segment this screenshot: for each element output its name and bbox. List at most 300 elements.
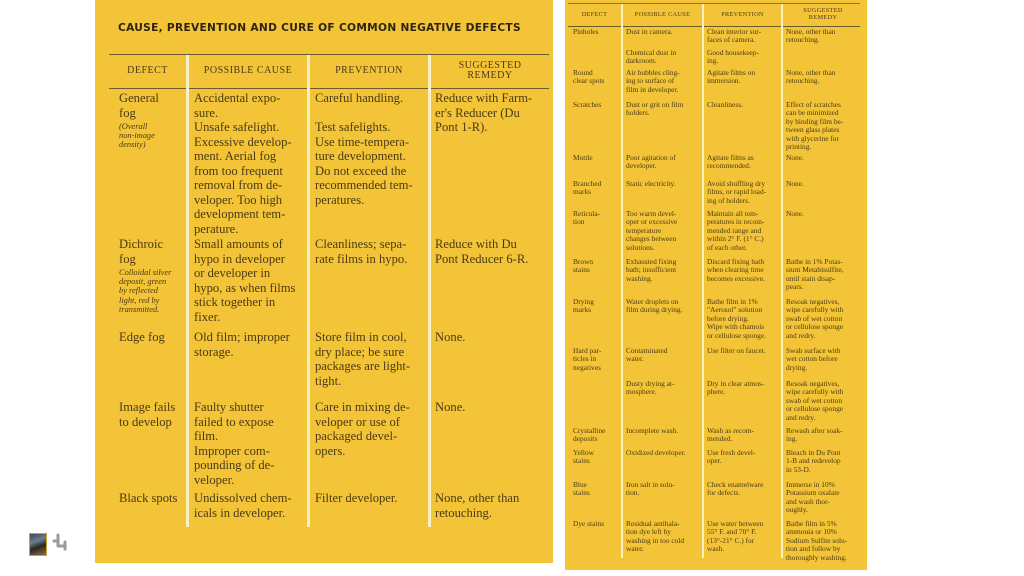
column-divider [702,4,704,558]
remedy-cell [786,258,862,292]
cause-cell-line: pounding of de- [194,458,275,472]
defect-note [119,122,187,150]
prevention-cell-line: Use filter on faucet. [707,346,766,355]
prevention-cell-line: packaged devel- [315,429,398,443]
remedy-cell-line: Resoak negatives, [786,379,840,388]
prevention-cell-line: (13°-21° C.) for [707,535,755,545]
cause-cell-line: Incomplete wash. [626,426,679,435]
remedy-cell-line: or cellulose sponge [786,322,844,332]
defect-cell [573,210,621,227]
cause-cell-line: Static electricity. [626,179,676,188]
prevention-cell [707,154,781,171]
defect-cell-line: Mottle [573,153,593,162]
remedy-cell-line: by binding film be- [786,116,844,126]
cause-cell [626,101,701,118]
defect-cell [573,69,621,86]
cause-cell-line: water. [626,544,644,554]
cause-cell-line: veloper. [194,472,235,487]
cause-cell [626,520,701,554]
prevention-cell-line [315,106,427,121]
prevention-cell [315,400,427,458]
prevention-cell-line: for defects. [707,488,741,498]
remedy-cell-line: retouching. [786,76,820,86]
prevention-cell-line: ture development. [315,149,406,163]
prevention-cell [707,28,781,45]
cause-cell [194,400,304,487]
prevention-cell [315,491,427,506]
remedy-cell [435,330,549,345]
cause-cell-line: Poor agitation of [626,153,676,162]
prevention-cell-line: phere. [707,387,726,397]
cause-cell-line: Undissolved chem- [194,491,292,505]
cause-cell-line: Dust in camera. [626,27,673,36]
prevention-cell-line: Filter developer. [315,491,398,505]
remedy-cell-line: er's Reducer (Du [435,105,520,120]
cause-cell-line: removal from de- [194,178,283,192]
prevention-cell-line: Agitate films as [707,153,754,162]
defect-cell [573,28,621,36]
remedy-cell-line: ing. [786,434,798,444]
cause-cell-line: tion dye left by [626,527,671,537]
page-title: CAUSE, PREVENTION AND CURE OF COMMON NEGATIVE DEFECTS [118,22,521,34]
prevention-cell-line: Use time-tempera- [315,134,410,149]
cause-cell-line: fixer. [194,309,221,324]
remedy-cell [786,210,862,218]
cause-cell-line: development tem- [194,207,286,221]
prevention-cell-line: Agitate films on [707,68,756,77]
remedy-cell-line: with glycerine for [786,133,839,143]
header-bottom-rule [109,88,549,89]
cause-cell-line: hypo, as when films [194,280,296,295]
prevention-cell [707,427,781,444]
remedy-cell [786,298,862,340]
defect-cell-line: stains [573,488,590,498]
defect-cell-line: General [119,91,159,105]
cause-cell-line: Dust or grit on film [626,100,684,109]
cause-cell-line: temperature [626,225,662,235]
remedy-cell [786,69,862,86]
cause-cell-line: storage. [194,344,234,359]
remedy-cell-line: tion and follow by [786,544,841,554]
prevention-cell [315,330,427,388]
remedy-cell-line: Bleach in Du Pont [786,448,841,457]
prevention-cell [315,237,427,266]
defect-cell [119,400,185,429]
remedy-cell-line: Bathe film in 5% [786,519,837,528]
remedy-cell-line: Immerse in 10% [786,480,835,489]
header-top-rule [568,3,860,4]
remedy-cell-line: Pont Reducer 6-R. [435,251,529,266]
prevention-cell-line: Cleanliness. [707,100,743,109]
header-possible-cause: POSSIBLE CAUSE [203,65,293,76]
prevention-cell-line: peratures in recom- [707,217,765,227]
prevention-cell-line: oper. [707,456,722,466]
cause-cell [626,49,701,66]
prevention-cell-line: 55° F. and 70° F. [707,527,757,537]
remedy-cell-line: can be minimized [786,108,839,118]
defect-cell [119,91,185,120]
cause-cell [626,180,701,188]
defect-cell-line: Drying [573,297,594,306]
prevention-cell-line: Care in mixing de- [315,400,410,414]
prevention-cell-line: ing. [707,56,719,66]
header-suggested: SUGGESTED [803,7,843,14]
prevention-cell-line: Use water between [707,519,764,528]
remedy-cell-line: oughly. [786,505,808,515]
cause-cell-line: Air bubbles cling- [626,68,680,77]
cause-cell-line: Dusty drying at- [626,379,675,388]
defect-cell [119,330,185,345]
defect-note-line: light, red by [119,295,160,305]
prevention-cell-line: "Aerosol" solution [707,305,763,315]
cause-cell-line: ing to surface of [626,76,675,86]
defect-note-line: non-image [119,131,155,141]
remedy-cell [786,180,862,188]
defect-cell-line: Dichroic [119,237,164,251]
column-divider [428,55,431,527]
prevention-cell-line: Bathe film in 1% [707,297,758,306]
cause-cell-line: or developer in [194,266,271,280]
defect-cell [573,298,621,315]
remedy-cell-line: wipe carefully with [786,387,844,397]
cause-cell-line: washing. [626,273,653,283]
remedy-cell-line: None. [786,209,804,218]
prevention-cell-line: Test safelights. [315,120,391,134]
prevention-cell-line: Maintain all tem- [707,209,759,218]
cause-cell-line: Excessive develop- [194,134,292,149]
remedy-cell-line: None, other than [786,68,836,77]
cause-cell-line: Contaminated [626,346,668,355]
defect-cell-line: to develop [119,414,172,429]
prevention-cell-line: rate films in hypo. [315,251,408,266]
cause-cell-line: water. [626,354,644,364]
cause-cell [626,449,701,457]
remedy-cell-line: Resoak negatives, [786,297,840,306]
cause-cell-line: solutions. [626,242,655,252]
remedy-cell-line: None. [435,400,466,414]
header-defect: DEFECT [127,65,168,76]
defect-cell-line: Blue [573,480,587,489]
prevention-cell [707,298,781,340]
cause-cell [626,69,701,94]
remedy-cell [786,347,862,372]
cause-cell-line: Exhausted fixing [626,257,677,266]
header-prevention: PREVENTION [335,65,403,76]
cause-cell-line: bath; insufficient [626,265,677,275]
remedy-cell [786,380,862,422]
cause-cell-line: sure. [194,105,219,120]
prevention-cell-line: opers. [315,443,346,458]
prevention-cell [707,380,781,397]
defect-cell [573,520,621,528]
header-prevention: PREVENTION [721,11,764,18]
prevention-cell-line: within 2° F. (1° C.) [707,234,764,244]
prevention-cell [707,180,781,205]
cause-cell-line: icals in developer. [194,505,286,520]
column-divider [621,4,623,558]
defect-cell-line: Pinholes [573,27,599,36]
remedy-cell-line: drying. [786,362,808,372]
cause-cell [626,347,701,364]
prevention-cell [707,347,781,355]
prevention-cell-line: mended. [707,434,733,444]
defect-cell [573,154,621,162]
cause-cell [626,380,701,397]
remedy-cell-line: Swab surface with [786,346,841,355]
remedy-cell-line: and wash thor- [786,496,830,506]
cause-cell [626,481,701,498]
cause-cell-line: oper or excessive [626,217,678,227]
prevention-cell-line: wash. [707,544,725,554]
defect-cell-line: Black spots [119,491,178,505]
left-page [95,0,553,563]
defect-cell-line: deposits [573,434,598,444]
cause-cell-line: Faulty shutter [194,400,264,414]
remedy-cell-line: ammonia or 10% [786,527,837,537]
cause-cell-line: Accidental expo- [194,91,281,105]
prevention-cell-line: recommended. [707,161,751,171]
prevention-cell-line: Check enamelware [707,480,764,489]
defect-cell-line: marks [573,305,592,315]
defect-cell [573,481,621,498]
defect-cell-line: Image fails [119,400,176,414]
defect-cell-line: stains [573,265,590,275]
header-remedy: REMEDY [808,14,838,21]
defect-cell [573,347,621,372]
prevention-cell-line: Clean interior sur- [707,27,762,36]
header-top-rule [109,54,549,55]
prevention-cell-line: of each other. [707,242,748,252]
cause-cell [626,210,701,252]
defect-cell-line: Round [573,68,593,77]
prevention-cell-line: tight. [315,373,342,388]
defect-note-line: Colloidal silver [119,268,172,277]
cause-cell [626,298,701,315]
cause-cell-line: darkroom. [626,56,657,66]
prevention-cell-line: Wash as recom- [707,426,755,435]
defect-note [119,268,187,314]
prevention-cell [707,101,781,109]
prevention-cell-line: before drying. [707,313,749,323]
defect-note-line: by reflected [119,286,158,296]
remedy-cell [435,91,549,135]
cause-cell-line: changes between [626,234,677,244]
cause-cell-line: holders. [626,108,650,118]
defect-cell-line: clear spots [573,76,605,86]
defect-note-line: transmitted. [119,304,160,314]
remedy-cell [786,427,862,444]
prevention-cell-line: Discard fixing bath [707,257,765,266]
cause-cell [194,237,304,324]
cause-cell-line: Residual antihala- [626,519,680,528]
prevention-cell-line: becomes excessive. [707,273,765,283]
cause-cell-line: developer. [626,161,657,171]
prevention-cell-line: Good housekeep- [707,48,759,57]
prevention-cell [315,91,427,207]
cause-cell-line: failed to expose [194,414,274,429]
defect-cell [119,237,185,266]
cause-cell [626,28,701,36]
defect-cell-line: Branched [573,179,602,188]
remedy-cell-line: retouching. [786,35,820,45]
remedy-cell-line: in 53-D. [786,464,811,474]
defect-cell-line: Dye stains [573,519,604,528]
remedy-cell [786,481,862,515]
cause-cell-line: perature. [194,221,239,236]
remedy-cell [786,154,862,162]
prevention-cell [707,69,781,86]
cause-cell [626,427,701,435]
defect-cell-line: stains [573,456,590,466]
defect-cell-line: Edge fog [119,330,165,344]
remedy-cell-line: and redry. [786,412,816,422]
column-divider [307,55,310,527]
header-suggested: SUGGESTED [458,60,522,71]
cause-cell-line: Unsafe safelight. [194,120,280,134]
remedy-cell-line: thoroughly washing. [786,552,847,562]
remedy-cell-line: retouching. [435,505,493,520]
defect-cell-line: Crystalline [573,426,606,435]
remedy-cell-line: None, other than [786,27,836,36]
cause-cell [194,91,304,236]
remedy-cell-line: Pont 1-R). [435,120,488,134]
cause-cell-line: film in developer. [626,84,679,94]
prevention-cell-line: veloper or use of [315,414,400,429]
prevention-cell-line: peratures. [315,192,365,207]
defect-cell [119,491,185,506]
prevention-cell-line: recommended tem- [315,178,413,192]
defect-cell [573,449,621,466]
right-page [565,0,867,570]
remedy-cell-line: pears. [786,282,804,292]
prevention-cell-line: Cleanliness; sepa- [315,237,407,251]
prevention-cell [707,449,781,466]
remedy-cell-line: tween glass plates [786,125,840,135]
remedy-cell [786,101,862,151]
cause-cell-line: Too warm devel- [626,209,677,218]
cause-cell-line: veloper. Too high [194,192,283,207]
remedy-cell-line: 1-B and redevelop [786,456,841,466]
remedy-cell-line: Potassium oxalate [786,488,840,498]
defect-cell [573,101,621,109]
header-possible-cause: POSSIBLE CAUSE [634,11,691,18]
remedy-cell-line: None, other than [435,491,520,505]
defect-cell-line: fog [119,251,136,266]
cause-cell-line: hypo in developer [194,251,285,266]
remedy-cell-line: wipe carefully with [786,305,844,315]
defect-cell-line: tion [573,217,585,227]
cause-cell-line: mosphere. [626,387,657,397]
prevention-cell-line: Avoid shuffling dry [707,179,766,188]
defect-cell-line: fog [119,105,136,120]
prevention-cell-line: Careful handling. [315,91,404,105]
remedy-cell-line: Rewash after soak- [786,426,843,435]
cause-cell-line: from too frequent [194,163,283,178]
prevention-cell-line: packages are light- [315,359,411,373]
prevention-cell-line: Dry in clear atmos- [707,379,765,388]
remedy-cell-line: Bathe in 1% Potas- [786,257,843,266]
remedy-cell-line: sium Metabisulfite, [786,265,844,275]
prevention-cell-line: Do not exceed the [315,163,407,178]
prevention-cell-line: films, or rapid load- [707,187,767,197]
prevention-cell [707,481,781,498]
cause-cell [194,330,304,359]
defect-cell-line: marks [573,187,592,197]
prevention-cell [707,49,781,66]
prevention-cell [707,520,781,554]
cause-cell-line: Small amounts of [194,237,283,251]
remedy-cell [786,449,862,474]
defect-cell [573,427,621,444]
defect-cell-line: negatives [573,362,601,372]
cause-cell-line: stick together in [194,295,276,309]
header-suggested-remedy [783,7,863,21]
remedy-cell-line: swab of wet cotton [786,313,843,323]
remedy-cell [435,237,549,266]
prevention-cell-line: when clearing time [707,265,764,275]
cause-cell [626,258,701,283]
header-remedy: REMEDY [467,70,513,81]
cause-cell-line: film. [194,429,219,443]
defect-cell-line: Brown [573,257,594,266]
remedy-cell-line: wet cotton before [786,354,838,364]
remedy-cell-line: Effect of scratches [786,100,841,109]
crop-icon[interactable] [52,532,76,552]
cause-cell-line: Old film; improper [194,330,290,344]
prevention-cell-line: ing of holders. [707,195,750,205]
defect-note-line: (Overall [119,122,148,131]
cause-cell-line: ment. Aerial fog [194,149,277,163]
prevention-cell-line: Wipe with chamois [707,322,765,332]
remedy-cell-line: until stain disap- [786,273,836,283]
defect-note-line: deposit, green [119,277,167,287]
defect-cell-line: ticles in [573,354,597,364]
defect-cell-line: Yellow [573,448,595,457]
remedy-cell-line: None. [435,330,466,344]
header-defect: DEFECT [581,11,608,18]
remedy-cell-line: swab of wet cotton [786,395,843,405]
cause-cell-line: Chemical dust in [626,48,677,57]
remedy-cell-line: None. [786,179,804,188]
cause-cell-line: Oxidized developer. [626,448,686,457]
cause-cell-line: film during drying. [626,305,683,315]
cause-cell-line: Iron salt in solu- [626,480,675,489]
defect-cell-line: Hard par- [573,346,602,355]
prevention-cell-line: Use fresh devel- [707,448,756,457]
remedy-cell-line: and redry. [786,330,816,340]
thumbnail-image[interactable] [29,533,47,556]
defect-cell-line: Scratches [573,100,602,109]
cause-cell-line: Improper com- [194,443,270,458]
remedy-cell-line: or cellulose sponge [786,404,844,414]
prevention-cell-line: faces of camera. [707,35,756,45]
prevention-cell-line: immersion. [707,76,741,86]
cause-cell-line: tion. [626,488,640,498]
remedy-cell [786,28,862,45]
cause-cell [194,491,304,520]
prevention-cell-line: or cellulose sponge. [707,330,766,340]
prevention-cell [707,210,781,252]
defect-cell [573,180,621,197]
prevention-cell-line: mended range and [707,225,762,235]
remedy-cell-line: Sodium Sulfite solu- [786,535,848,545]
cause-cell-line: washing in too cold [626,535,685,545]
prevention-cell [707,258,781,283]
remedy-cell-line: printing. [786,142,812,152]
column-divider [781,4,783,558]
cause-cell [626,154,701,171]
defect-cell [573,258,621,275]
